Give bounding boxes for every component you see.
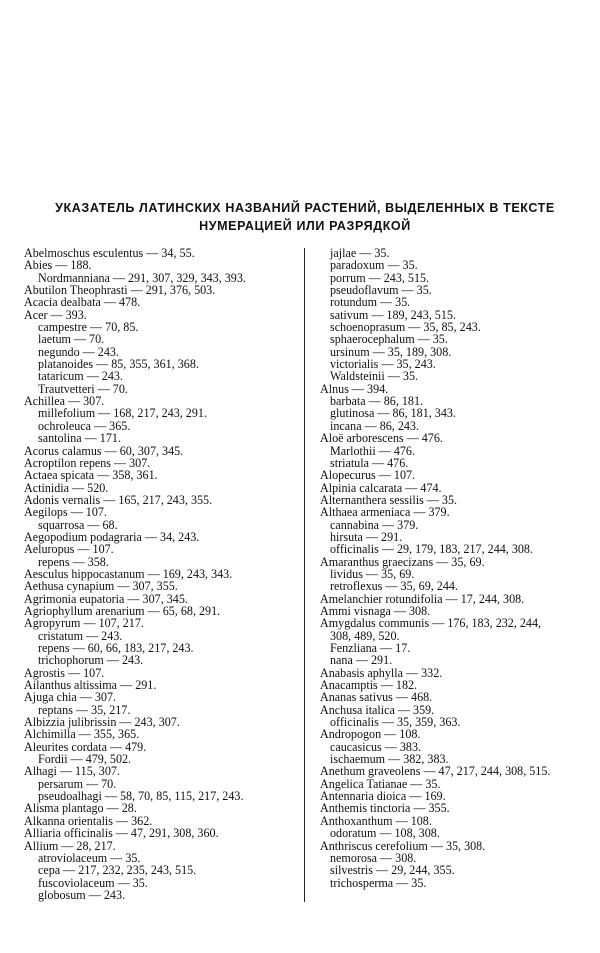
index-subentry: persarum — 70. [38, 776, 117, 791]
index-entry: Ailanthus altissima — 291. [24, 678, 157, 693]
index-subentry: caucasicus — 383. [330, 739, 422, 754]
index-subentry: Marlothii — 476. [330, 443, 415, 458]
index-subentry: trichophorum — 243. [38, 653, 144, 668]
index-entry: Amygdalus communis — 176, 183, 232, 244, [320, 616, 542, 631]
index-entry: Albizzia julibrissin — 243, 307. [24, 715, 180, 730]
index-subentry: cepa — 217, 232, 235, 243, 515. [38, 863, 197, 878]
index-entry: Anthriscus cerefolium — 35, 308. [320, 838, 486, 853]
index-entry: Alnus — 394. [320, 381, 389, 396]
index-subentry: jajlae — 35. [330, 246, 390, 260]
index-subentry: fuscoviolaceum — 35. [38, 875, 148, 890]
index-entry: Acroptilon repens — 307. [24, 455, 151, 470]
index-subentry: lividus — 35, 69. [330, 566, 415, 581]
index-entry: Adonis vernalis — 165, 217, 243, 355. [24, 492, 213, 507]
index-entry: Andropogon — 108. [320, 727, 421, 742]
index-subentry: rotundum — 35. [330, 295, 411, 310]
index-entry: Alchimilla — 355, 365. [24, 727, 140, 742]
index-entry: Agrostis — 107. [24, 665, 105, 680]
index-subentry: odoratum — 108, 308. [330, 826, 440, 841]
index-entry: Amelanchier rotundifolia — 17, 244, 308. [320, 591, 525, 606]
index-subentry: glutinosa — 86, 181, 343. [330, 406, 456, 421]
index-entry: Actinidia — 520. [24, 480, 109, 495]
index-entry: Aesculus hippocastanum — 169, 243, 343. [24, 566, 233, 581]
index-subentry: tataricum — 243. [38, 369, 123, 384]
index-entry: Anthemis tinctoria — 355. [320, 801, 450, 816]
index-entry: Aegilops — 107. [24, 505, 107, 520]
index-subentry: striatula — 476. [330, 455, 409, 470]
index-subentry: incana — 86, 243. [330, 418, 420, 433]
index-subentry: Nordmanniana — 291, 307, 329, 343, 393. [38, 270, 246, 285]
index-subentry: porrum — 243, 515. [330, 270, 430, 285]
index-subentry: cannabina — 379. [330, 517, 419, 532]
index-subentry: sativum — 189, 243, 515. [330, 307, 456, 322]
index-subentry: repens — 358. [38, 554, 109, 569]
index-entry: Alisma plantago — 28. [24, 801, 137, 816]
index-subentry: globosum — 243. [38, 887, 126, 902]
index-entry: Actaea spicata — 358, 361. [24, 468, 158, 483]
index-subentry: hirsuta — 291. [330, 529, 403, 544]
index-subentry: nana — 291. [330, 653, 393, 668]
index-entry: Alpinia calcarata — 474. [320, 480, 442, 495]
index-entry: Amaranthus graecizans — 35, 69. [320, 554, 485, 569]
index-subentry: laetum — 70. [38, 332, 105, 347]
index-entry: Alopecurus — 107. [320, 468, 416, 483]
index-entry: Anthoxanthum — 108. [320, 813, 432, 828]
index-subentry: millefolium — 168, 217, 243, 291. [38, 406, 207, 421]
index-subentry: paradoxum — 35. [330, 258, 418, 273]
index-subentry: Trautvetteri — 70. [38, 381, 128, 396]
index-entry: Allium — 28, 217. [24, 838, 116, 853]
index-subentry: ochroleuca — 365. [38, 418, 131, 433]
index-subentry: ursinum — 35, 189, 308. [330, 344, 452, 359]
index-entry: Alhagi — 115, 307. [24, 764, 120, 779]
index-subentry: silvestris — 29, 244, 355. [330, 863, 455, 878]
index-subentry: officinalis — 29, 179, 183, 217, 244, 308. [330, 542, 534, 557]
index-subentry: atroviolaceum — 35. [38, 850, 141, 865]
index-entry: Alkanna orientalis — 362. [24, 813, 153, 828]
index-entry: Aegopodium podagraria — 34, 243. [24, 529, 200, 544]
index-title-line-1: УКАЗАТЕЛЬ ЛАТИНСКИХ НАЗВАНИЙ РАСТЕНИЙ, ВЫДЕЛЕННЫХ В ТЕКСТЕ [55, 201, 555, 215]
index-subentry: cristatum — 243. [38, 628, 123, 643]
index-subentry: victorialis — 35, 243. [330, 357, 436, 372]
index-entry: Abutilon Theophrasti — 291, 376, 503. [24, 283, 216, 298]
index-entry: Anchusa italica — 359. [320, 702, 435, 717]
index-subentry: nemorosa — 308. [330, 850, 417, 865]
index-subentry: reptans — 35, 217. [38, 702, 131, 717]
index-subentry: retroflexus — 35, 69, 244. [330, 579, 458, 594]
index-entry: Anethum graveolens — 47, 217, 244, 308, 515. [320, 764, 551, 779]
index-subentry: sphaerocephalum — 35. [330, 332, 448, 347]
index-entry: Aethusa cynapium — 307, 355. [24, 579, 178, 594]
index-entry: Antennaria dioica — 169. [320, 789, 446, 804]
index-entry: Angelica Tatianae — 35. [320, 776, 441, 791]
index-right-column [320, 247, 582, 889]
index-entry: Agrimonia eupatoria — 307, 345. [24, 591, 188, 606]
index-title [30, 199, 580, 235]
index-subentry: ischaemum — 382, 383. [330, 752, 449, 767]
index-subentry: trichosperma — 35. [330, 875, 427, 890]
index-subentry: pseudoflavum — 35. [330, 283, 432, 298]
index-title-line-2: НУМЕРАЦИЕЙ ИЛИ РАЗРЯДКОЙ [199, 219, 411, 233]
index-entry: Acer — 393. [24, 307, 87, 322]
index-entry: Althaea armeniaca — 379. [320, 505, 450, 520]
index-subentry: campestre — 70, 85. [38, 320, 139, 335]
index-entry: Agropyrum — 107, 217. [24, 616, 144, 631]
index-subentry: Fenzliana — 17. [330, 641, 411, 655]
index-subentry: schoenoprasum — 35, 85, 243. [330, 320, 481, 335]
index-subentry: squarrosa — 68. [38, 517, 118, 532]
index-subentry: Waldsteinii — 35. [330, 369, 419, 384]
index-entry: Anacamptis — 182. [320, 678, 418, 693]
index-entry: Aleurites cordata — 479. [24, 739, 147, 754]
index-subentry: platanoides — 85, 355, 361, 368. [38, 357, 199, 372]
column-divider [304, 248, 305, 902]
index-entry: Abies — 188. [24, 258, 92, 273]
index-subentry: pseudoalhagi — 58, 70, 85, 115, 217, 243. [38, 789, 244, 804]
index-subentry: santolina — 171. [38, 431, 121, 446]
index-entry: Anabasis aphylla — 332. [320, 665, 443, 680]
index-entry: Ammi visnaga — 308. [320, 603, 431, 618]
index-entry: Aeluropus — 107. [24, 542, 114, 557]
index-entry: Alternanthera sessilis — 35. [320, 492, 458, 507]
index-subentry: barbata — 86, 181. [330, 394, 424, 409]
index-entry: Achillea — 307. [24, 394, 105, 409]
index-subentry: officinalis — 35, 359, 363. [330, 715, 461, 730]
index-entry: Abelmoschus esculentus — 34, 55. [24, 246, 195, 260]
index-left-column [24, 247, 292, 901]
index-entry: Ajuga chia — 307. [24, 690, 117, 705]
index-entry: Ananas sativus — 468. [320, 690, 433, 705]
index-subentry: repens — 60, 66, 183, 217, 243. [38, 641, 194, 655]
index-entry: Agriophyllum arenarium — 65, 68, 291. [24, 603, 221, 618]
index-entry: Acacia dealbata — 478. [24, 295, 141, 310]
index-entry: Alliaria officinalis — 47, 291, 308, 360. [24, 826, 219, 841]
index-entry: Aloë arborescens — 476. [320, 431, 443, 446]
index-subentry: Fordii — 479, 502. [38, 752, 132, 767]
index-entry: Acorus calamus — 60, 307, 345. [24, 443, 184, 458]
index-subentry: 308, 489, 520. [330, 628, 400, 643]
index-subentry: negundo — 243. [38, 344, 119, 359]
